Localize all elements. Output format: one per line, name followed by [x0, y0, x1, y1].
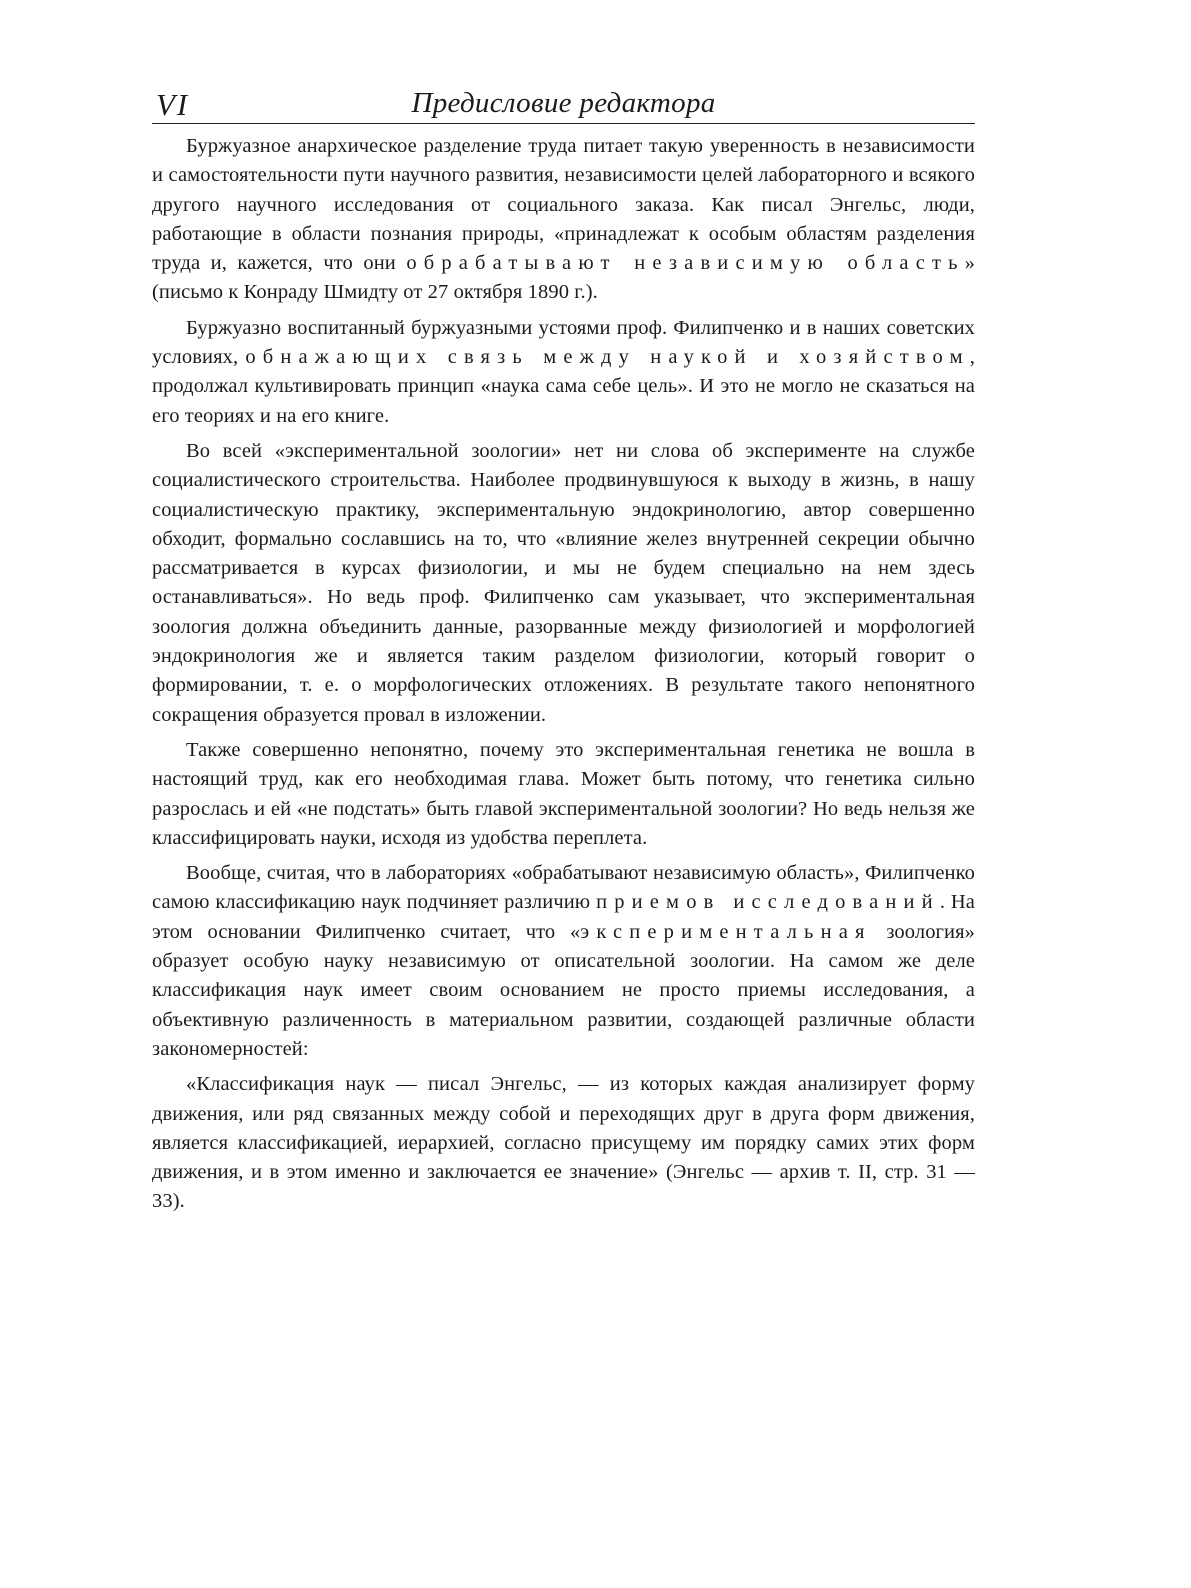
paragraph-text: Буржуазное анархическое разделение труда питает такую уверенность в независимости и самостоятельности пути научного развития, независимости целей лабораторного и всякого другого научного исследования от социального заказа. Как писал Энгельс, люди, работающие в области познания природы, «принадлежат к особым областям разделения труда и, кажется, что они: [152, 135, 975, 275]
running-title: Предисловие редактора: [411, 87, 716, 119]
paragraph-5: [152, 859, 975, 1064]
paragraph-text: . На этом основании Филипченко считает, что «: [152, 891, 975, 943]
paragraph-text: зоология» образует особую науку независимую от описательной зоологии. На самом же деле классификация наук имеет своим основанием не просто приемы исследования, а объективную различенность в материальном развитии, создающей различные области закономерностей:: [152, 920, 976, 1060]
paragraph-text: » (письмо к Конраду Шмидту от 27 октября 1890 г.).: [152, 252, 975, 304]
page-number: VI: [156, 87, 190, 122]
spaced-emphasis: экспериментальная: [580, 920, 872, 943]
book-page: [152, 85, 975, 1223]
paragraph-text: Вообще, считая, что в лабораториях «обрабатывают независимую область», Филипченко самою классификацию наук подчиняет различию: [152, 862, 975, 914]
paragraph-3: Во всей «экспериментальной зоологии» нет ни слова об эксперименте на службе социалистического строительства. Наиболее продвинувшуюся к выходу в жизнь, в нашу социалистическую практику, экспериментальную эндокринологию, автор совершенно обходит, формально сославшись на то, что «влияние желез внутренней секреции обычно рассматривается в курсах физиологии, и мы не будем специально на нем здесь останавливаться». Но ведь проф. Филипченко сам указывает, что экспериментальная зоология должна объединить данные, разорванные между физиологией и морфологией эндокринология же и является таким разделом физиологии, который говорит о формировании, т. е. о морфологических отложениях. В результате такого непонятного сокращения образуется провал в изложении.: [152, 439, 975, 726]
paragraph-2: [152, 314, 975, 431]
spaced-emphasis: обрабатывают независимую область: [406, 252, 965, 275]
page-body: [152, 124, 975, 1217]
spaced-emphasis: приемов исследований: [596, 891, 940, 914]
page-header: [152, 85, 975, 124]
paragraph-1: [152, 132, 975, 308]
quotation-paragraph: «Классификация наук — писал Энгельс, — из которых каждая анализирует форму движения, или ряд связанных между собой и переходящих друг в друга форм движения, является классификацией, иерархией, согласно присущему им порядку самих этих форм движения, и в этом именно и заключается ее значение» (Энгельс — архив т. II, стр. 31 — 33).: [152, 1073, 975, 1213]
paragraph-text: , продолжал культивировать принцип «наука сама себе цель». И это не могло не сказаться на его теориях и на его книге.: [152, 346, 975, 427]
paragraph-text: Буржуазно воспитанный буржуазными устоями проф. Филипченко и в наших советских условиях,: [152, 316, 975, 369]
paragraph-4: Также совершенно непонятно, почему это экспериментальная генетика не вошла в настоящий труд, как его необходимая глава. Может быть потому, что генетика сильно разрослась и ей «не подстать» быть главой экспериментальной зоологии? Но ведь нельзя же классифицировать науки, исходя из удобства переплета.: [152, 738, 975, 849]
spaced-emphasis: обнажающих связь между наукой и хозяйством: [245, 346, 970, 369]
